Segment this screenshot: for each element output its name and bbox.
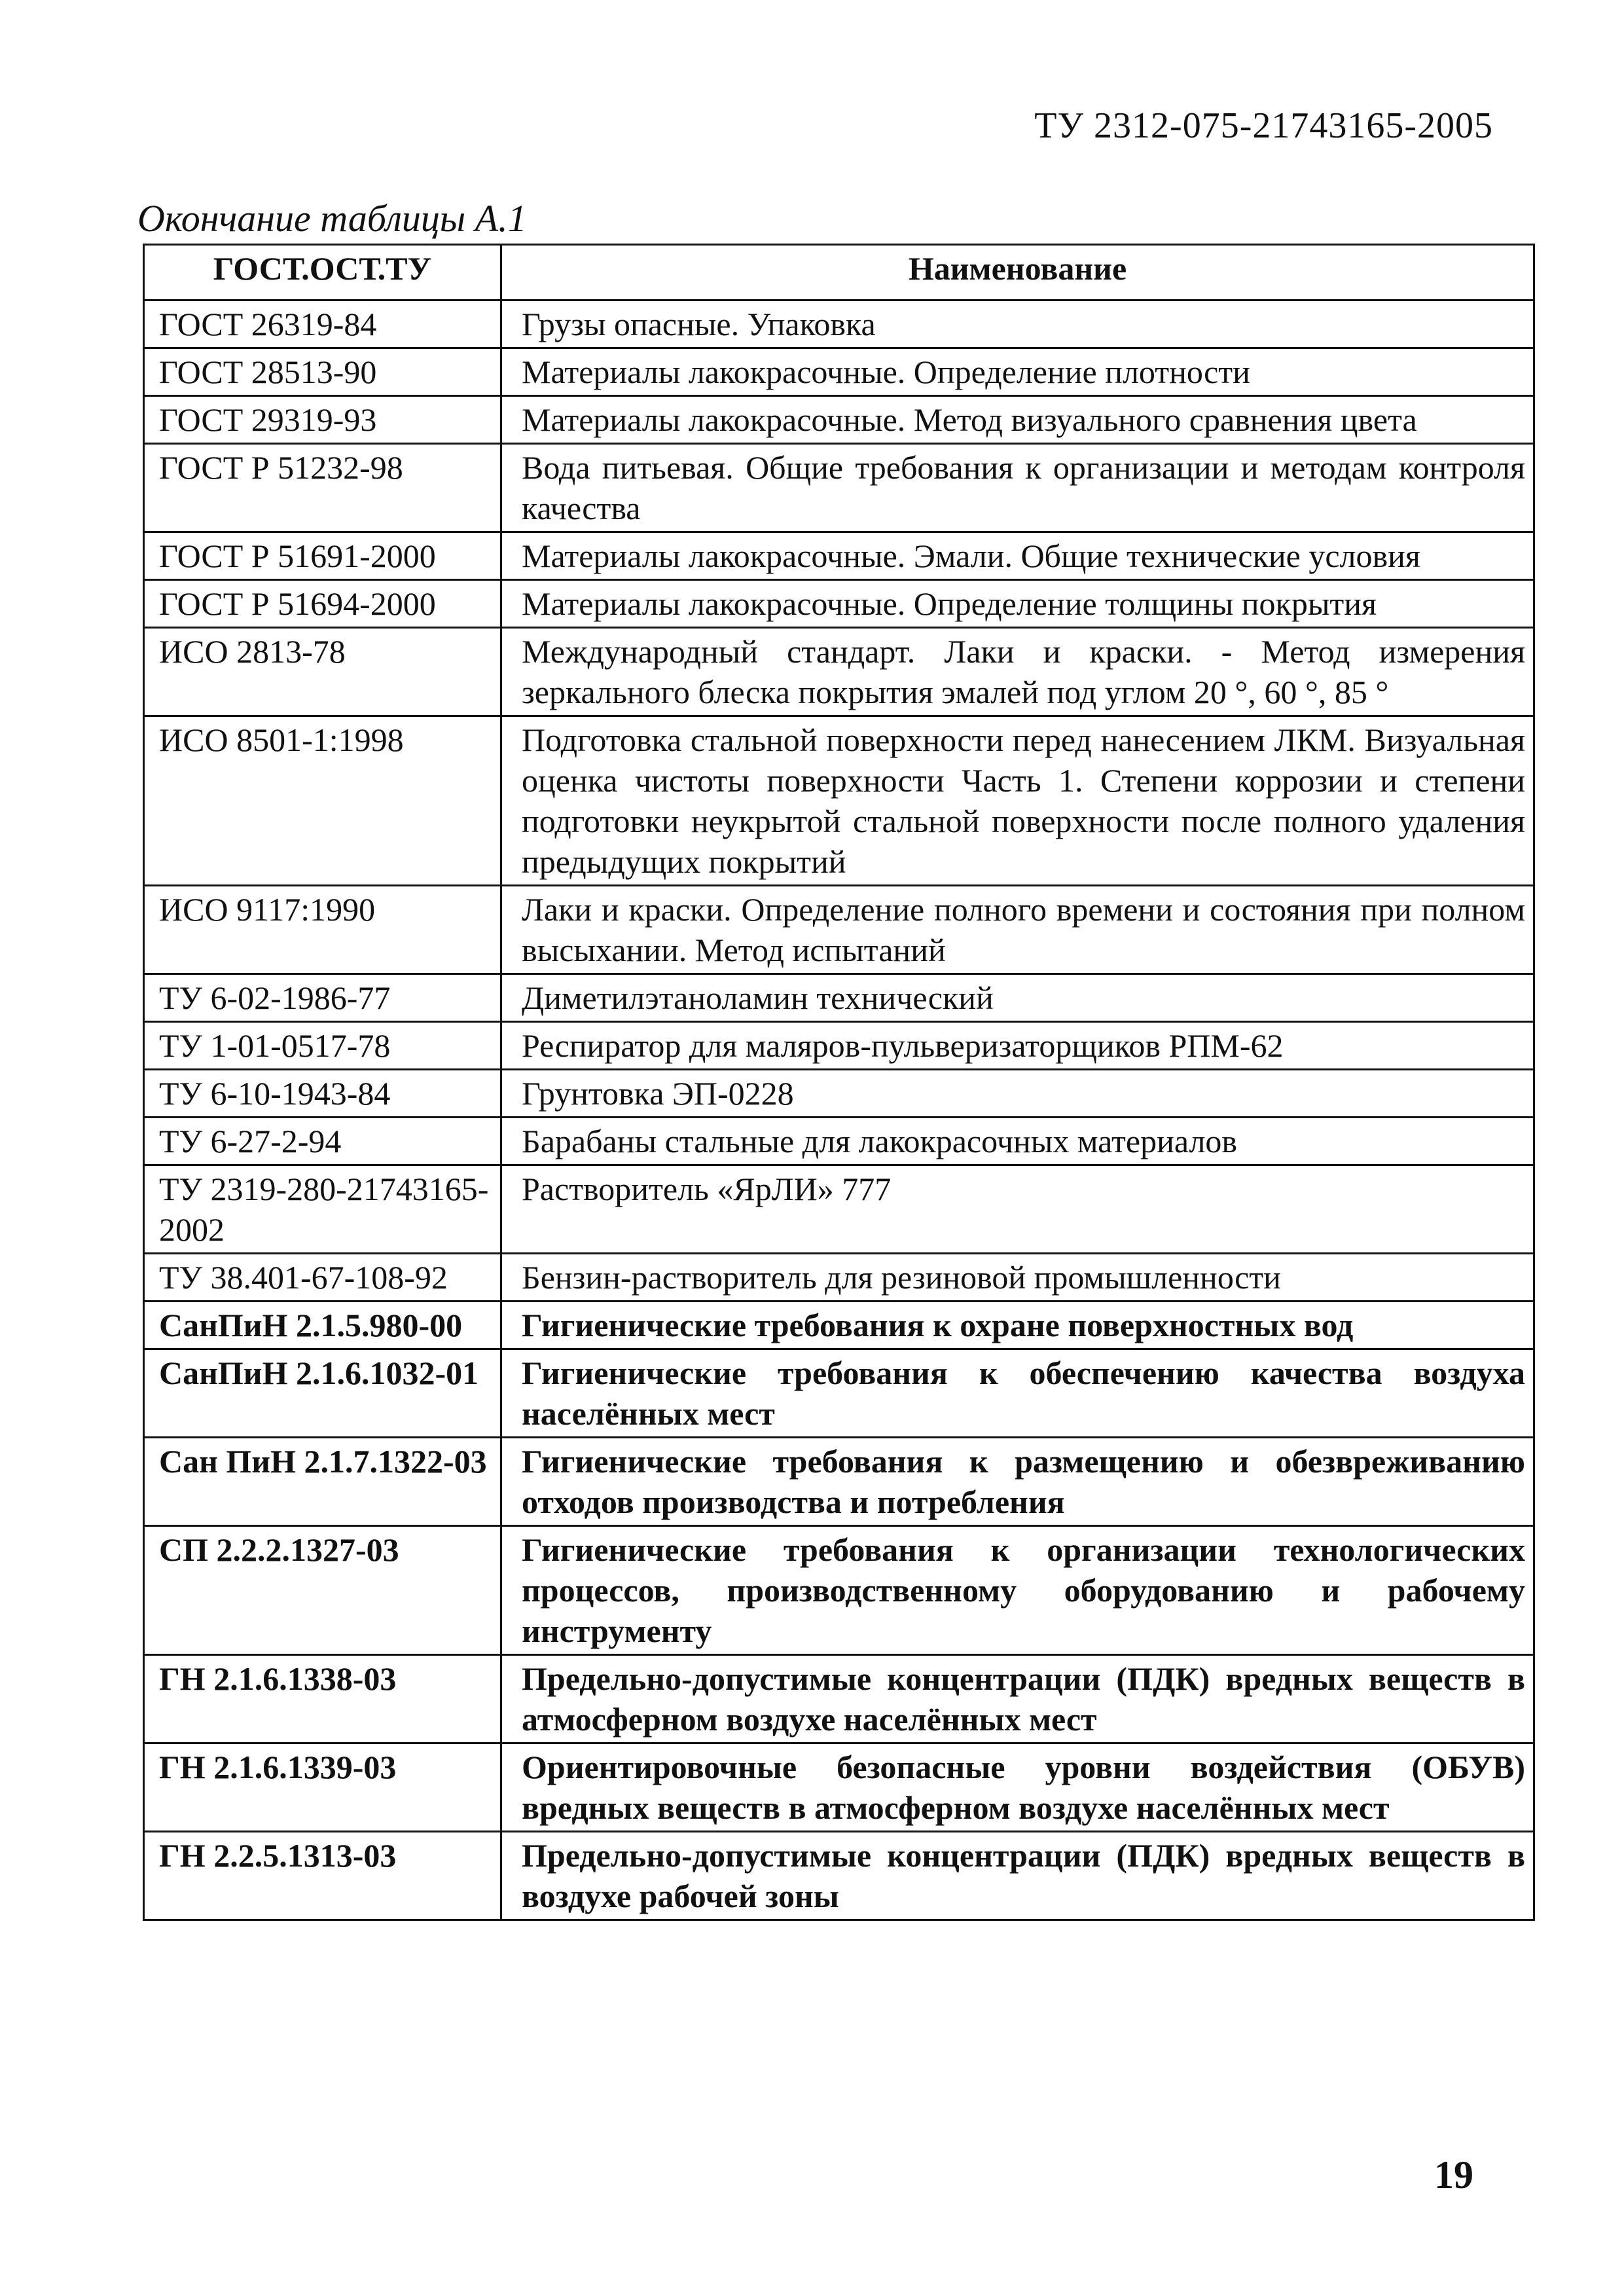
table-row bbox=[144, 348, 1534, 396]
row-name: Грунтовка ЭП-0228 bbox=[501, 1070, 1534, 1118]
row-name: Международный стандарт. Лаки и краски. - Метод измерения зеркального блеска покрытия эмалей под углом 20 °, 60 °, 85 ° bbox=[501, 628, 1534, 716]
row-code: ТУ 6-02-1986-77 bbox=[144, 974, 501, 1022]
row-name: Вода питьевая. Общие требования к организации и методам контроля качества bbox=[501, 444, 1534, 532]
row-code: СанПиН 2.1.5.980-00 bbox=[144, 1302, 501, 1349]
row-code: ТУ 6-27-2-94 bbox=[144, 1118, 501, 1165]
table-row bbox=[144, 1438, 1534, 1526]
table-row bbox=[144, 1254, 1534, 1302]
row-name: Предельно-допустимые концентрации (ПДК) вредных веществ в атмосферном воздухе населённых мест bbox=[501, 1655, 1534, 1743]
table-row bbox=[144, 628, 1534, 716]
row-name: Материалы лакокрасочные. Метод визуального сравнения цвета bbox=[501, 396, 1534, 444]
column-header-name: Наименование bbox=[501, 245, 1534, 301]
page-number: 19 bbox=[1434, 2153, 1473, 2196]
row-name: Гигиенические требования к охране поверхностных вод bbox=[501, 1302, 1534, 1349]
table-row bbox=[144, 532, 1534, 580]
row-code: СП 2.2.2.1327-03 bbox=[144, 1526, 501, 1655]
row-name: Гигиенические требования к организации технологических процессов, производственному оборудованию и рабочему инструменту bbox=[501, 1526, 1534, 1655]
table-row bbox=[144, 716, 1534, 886]
table-row bbox=[144, 886, 1534, 974]
table-row bbox=[144, 974, 1534, 1022]
table-row bbox=[144, 301, 1534, 348]
table-row bbox=[144, 1832, 1534, 1920]
row-name: Материалы лакокрасочные. Определение толщины покрытия bbox=[501, 580, 1534, 628]
table-row bbox=[144, 396, 1534, 444]
document-code: ТУ 2312-075-21743165-2005 bbox=[1034, 105, 1493, 146]
row-code: ИСО 8501-1:1998 bbox=[144, 716, 501, 886]
row-code: ИСО 9117:1990 bbox=[144, 886, 501, 974]
row-name: Растворитель «ЯрЛИ» 777 bbox=[501, 1165, 1534, 1254]
row-code: ГН 2.1.6.1339-03 bbox=[144, 1743, 501, 1832]
row-code: Сан ПиН 2.1.7.1322-03 bbox=[144, 1438, 501, 1526]
row-name: Предельно-допустимые концентрации (ПДК) вредных веществ в воздухе рабочей зоны bbox=[501, 1832, 1534, 1920]
row-code: ГОСТ Р 51232-98 bbox=[144, 444, 501, 532]
table-row bbox=[144, 444, 1534, 532]
table-row bbox=[144, 1743, 1534, 1832]
row-name: Диметилэтаноламин технический bbox=[501, 974, 1534, 1022]
table-row bbox=[144, 1022, 1534, 1070]
row-code: ГОСТ 28513-90 bbox=[144, 348, 501, 396]
row-name: Бензин-растворитель для резиновой промышленности bbox=[501, 1254, 1534, 1302]
table-row bbox=[144, 1349, 1534, 1438]
row-code: ТУ 2319-280-21743165-2002 bbox=[144, 1165, 501, 1254]
row-code: СанПиН 2.1.6.1032-01 bbox=[144, 1349, 501, 1438]
row-code: ТУ 6-10-1943-84 bbox=[144, 1070, 501, 1118]
table-row bbox=[144, 1526, 1534, 1655]
reference-table bbox=[143, 244, 1535, 1921]
row-code: ГОСТ 29319-93 bbox=[144, 396, 501, 444]
row-name: Материалы лакокрасочные. Эмали. Общие технические условия bbox=[501, 532, 1534, 580]
row-name: Гигиенические требования к обеспечению качества воздуха населённых мест bbox=[501, 1349, 1534, 1438]
row-name: Ориентировочные безопасные уровни воздействия (ОБУВ) вредных веществ в атмосферном воздухе населённых мест bbox=[501, 1743, 1534, 1832]
row-code: ГН 2.2.5.1313-03 bbox=[144, 1832, 501, 1920]
row-code: ТУ 38.401-67-108-92 bbox=[144, 1254, 501, 1302]
row-name: Барабаны стальные для лакокрасочных материалов bbox=[501, 1118, 1534, 1165]
row-name: Респиратор для маляров-пульверизаторщиков РПМ-62 bbox=[501, 1022, 1534, 1070]
table-row bbox=[144, 1118, 1534, 1165]
row-code: ТУ 1-01-0517-78 bbox=[144, 1022, 501, 1070]
row-code: ГОСТ 26319-84 bbox=[144, 301, 501, 348]
row-name: Грузы опасные. Упаковка bbox=[501, 301, 1534, 348]
row-name: Гигиенические требования к размещению и обезвреживанию отходов производства и потребления bbox=[501, 1438, 1534, 1526]
row-name: Материалы лакокрасочные. Определение плотности bbox=[501, 348, 1534, 396]
table-row bbox=[144, 1302, 1534, 1349]
row-name: Лаки и краски. Определение полного времени и состояния при полном высыхании. Метод испытаний bbox=[501, 886, 1534, 974]
table-row bbox=[144, 1070, 1534, 1118]
table-caption: Окончание таблицы А.1 bbox=[137, 197, 527, 240]
row-code: ГОСТ Р 51691-2000 bbox=[144, 532, 501, 580]
table-header-row bbox=[144, 245, 1534, 301]
row-code: ГН 2.1.6.1338-03 bbox=[144, 1655, 501, 1743]
column-header-code: ГОСТ.ОСТ.ТУ bbox=[144, 245, 501, 301]
table-row bbox=[144, 1165, 1534, 1254]
table-row bbox=[144, 580, 1534, 628]
table-row bbox=[144, 1655, 1534, 1743]
row-code: ИСО 2813-78 bbox=[144, 628, 501, 716]
row-name: Подготовка стальной поверхности перед нанесением ЛКМ. Визуальная оценка чистоты поверхности Часть 1. Степени коррозии и степени подготовки неукрытой стальной поверхности после полного удаления предыдущих покрытий bbox=[501, 716, 1534, 886]
row-code: ГОСТ Р 51694-2000 bbox=[144, 580, 501, 628]
